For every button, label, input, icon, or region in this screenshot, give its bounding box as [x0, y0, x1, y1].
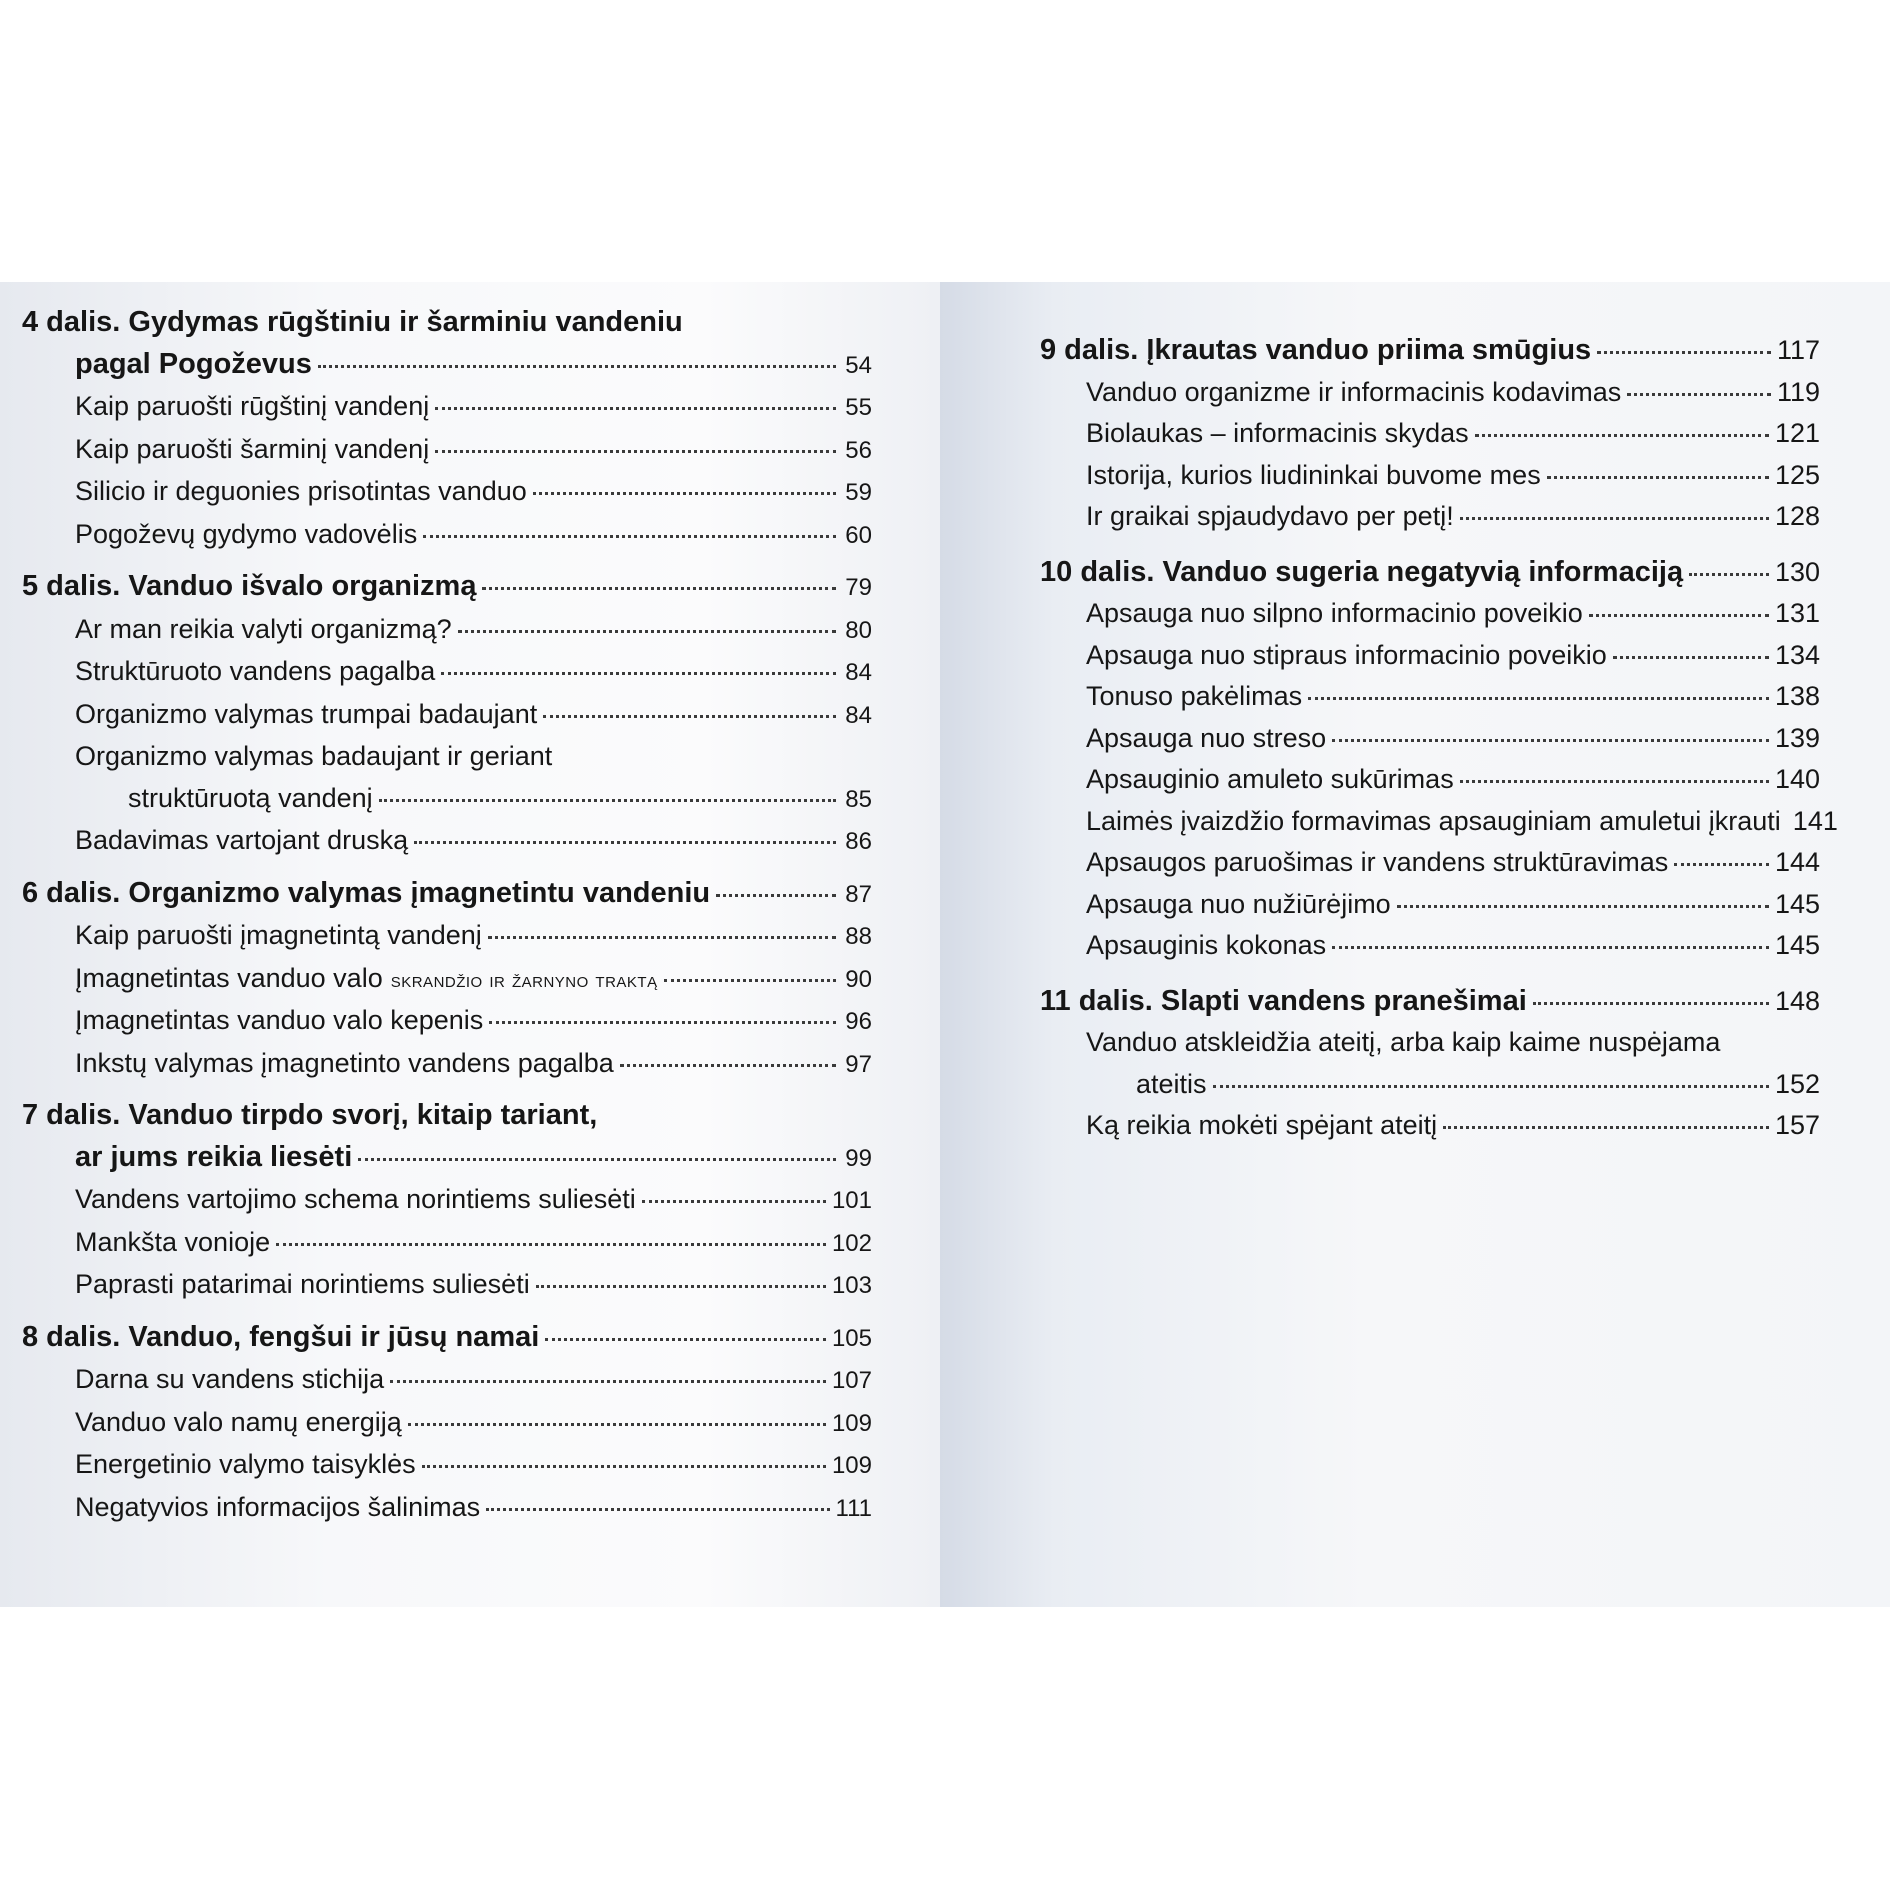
toc-entry-title: Vanduo valo namų energiją — [75, 1406, 402, 1437]
toc-entry — [22, 1487, 872, 1530]
toc-entry — [22, 1043, 872, 1086]
toc-entry-title: Laimės įvaizdžio formavimas apsauginiam amuletui įkrauti — [1086, 805, 1781, 836]
toc-entry — [22, 820, 872, 863]
toc-page-number: 139 — [1774, 722, 1820, 753]
dot-leader — [458, 629, 836, 633]
toc-page-number: 103 — [831, 1272, 872, 1299]
toc-entry — [1040, 676, 1820, 718]
toc-page-number: 109 — [831, 1452, 872, 1479]
toc-page-number: 144 — [1774, 847, 1820, 877]
toc-entry-title: Apsauga nuo stipraus informacinio poveikio — [1086, 639, 1607, 670]
toc-entry-title: struktūruotą vandenį — [128, 782, 373, 813]
toc-entry — [22, 1402, 872, 1445]
toc-page-number: 86 — [845, 828, 872, 855]
toc-entry-title: Ir graikai spjaudydavo per petį! — [1086, 501, 1454, 531]
right-toc-list — [1040, 330, 1838, 1147]
toc-page-number: 59 — [845, 479, 872, 506]
toc-entry — [1040, 635, 1820, 677]
toc-entry-title: Ką reikia mokėti spėjant ateitį — [1086, 1110, 1438, 1140]
dot-leader — [620, 1063, 836, 1067]
toc-entry — [1040, 413, 1820, 455]
toc-page-number: 85 — [845, 785, 872, 813]
dot-leader — [1460, 779, 1769, 783]
toc-part-heading — [22, 1095, 872, 1137]
toc-page-number: 121 — [1774, 418, 1820, 448]
toc-entry-title: Organizmo valymas badaujant ir geriant — [75, 741, 553, 771]
toc-page-number: 90 — [845, 965, 872, 993]
toc-page-number: 96 — [845, 1008, 872, 1035]
dot-leader — [414, 840, 836, 844]
toc-entry-title: Silicio ir deguonies prisotintas vanduo — [75, 476, 527, 506]
toc-page-number: 60 — [845, 521, 872, 549]
toc-entry-title: Apsauga nuo streso — [1086, 722, 1327, 753]
toc-entry — [1040, 925, 1820, 967]
toc-entry-title: pagal Pogoževus — [75, 347, 312, 380]
toc-entry-title-smallcaps: skrandžio ir žarnyno traktą — [390, 966, 658, 992]
toc-entry-title: Kaip paruošti įmagnetintą vandenį — [75, 920, 482, 950]
toc-part-heading — [22, 873, 872, 916]
toc-page-number: 119 — [1776, 376, 1820, 407]
toc-entry — [22, 429, 872, 472]
dot-leader — [408, 1422, 826, 1426]
dot-leader — [642, 1199, 826, 1203]
dot-leader — [1597, 350, 1771, 354]
toc-entry-title: 7 dalis. Vanduo tirpdo svorį, kitaip tariant, — [22, 1099, 598, 1131]
toc-page-number: 97 — [845, 1050, 872, 1078]
dot-leader — [1443, 1125, 1769, 1129]
toc-page-number: 128 — [1774, 501, 1820, 531]
toc-entry — [22, 958, 872, 1001]
toc-entry-title: Kaip paruošti šarminį vandenį — [75, 433, 430, 464]
dot-leader — [1533, 1001, 1769, 1005]
toc-entry-title: 6 dalis. Organizmo valymas įmagnetintu vandeniu — [22, 876, 711, 909]
toc-entry — [1040, 759, 1820, 801]
toc-page-number: 87 — [845, 880, 872, 908]
dot-leader — [533, 491, 836, 495]
toc-entry-title: Istorija, kurios liudininkai buvome mes — [1086, 459, 1541, 490]
toc-entry-title: Inkstų valymas įmagnetinto vandens pagalba — [75, 1047, 614, 1078]
toc-entry-title: 10 dalis. Vanduo sugeria negatyvią informaciją — [1040, 555, 1684, 588]
toc-entry — [1040, 496, 1820, 538]
dot-leader — [1460, 516, 1769, 520]
dot-leader — [390, 1379, 826, 1383]
toc-entry — [1040, 1105, 1820, 1147]
toc-entry-title: 9 dalis. Įkrautas vanduo priima smūgius — [1040, 334, 1592, 366]
toc-entry-title: Badavimas vartojant druską — [75, 825, 409, 855]
dot-leader — [379, 798, 836, 802]
left-page — [0, 282, 940, 1607]
toc-page-number: 79 — [845, 574, 872, 601]
toc-page-number: 140 — [1774, 764, 1820, 794]
toc-part-heading — [22, 566, 872, 609]
toc-entry-title: Vanduo organizme ir informacinis kodavimas — [1086, 376, 1622, 407]
toc-page-number: 134 — [1774, 639, 1820, 670]
toc-entry — [22, 1264, 872, 1307]
toc-entry-title: 11 dalis. Slapti vandens pranešimai — [1040, 984, 1527, 1017]
toc-page-number: 152 — [1774, 1068, 1820, 1099]
toc-entry — [22, 1359, 872, 1402]
toc-entry-title: Įmagnetintas vanduo valo kepenis — [75, 1005, 484, 1035]
dot-leader — [664, 978, 836, 982]
toc-page-number: 54 — [845, 351, 872, 379]
toc-entry — [22, 1137, 872, 1180]
dot-leader — [488, 935, 836, 939]
dot-leader — [1332, 738, 1769, 742]
dot-leader — [318, 364, 836, 368]
toc-entry-title: 5 dalis. Vanduo išvalo organizmą — [22, 570, 477, 602]
toc-entry — [22, 1000, 872, 1043]
toc-entry — [22, 471, 872, 514]
dot-leader — [536, 1284, 826, 1288]
toc-page-number: 157 — [1774, 1110, 1820, 1140]
toc-page-number: 102 — [831, 1229, 872, 1257]
book-spread — [0, 282, 1890, 1607]
right-page — [940, 282, 1890, 1607]
dot-leader — [489, 1020, 836, 1024]
toc-entry-title: Struktūruoto vandens pagalba — [75, 656, 436, 686]
dot-leader — [1689, 572, 1769, 576]
dot-leader — [435, 406, 836, 410]
toc-page-number: 117 — [1776, 335, 1820, 365]
dot-leader — [1308, 696, 1769, 700]
toc-entry-title: Pogoževų gydymo vadovėlis — [75, 518, 418, 549]
toc-page-number: 84 — [845, 659, 872, 686]
dot-leader — [1547, 475, 1769, 479]
toc-entry — [22, 1222, 872, 1265]
toc-page-number: 145 — [1774, 888, 1820, 919]
toc-page-number: 56 — [845, 436, 872, 464]
dot-leader — [716, 893, 836, 897]
toc-page-number: 80 — [845, 616, 872, 644]
toc-entry — [22, 514, 872, 557]
toc-entry-title: Vanduo atskleidžia ateitį, arba kaip kaime nuspėjama — [1086, 1027, 1721, 1057]
toc-page-number: 125 — [1774, 459, 1820, 490]
toc-page-number: 105 — [831, 1324, 872, 1352]
toc-entry-title: 8 dalis. Vanduo, fengšui ir jūsų namai — [22, 1320, 540, 1353]
toc-page-number: 109 — [831, 1409, 872, 1437]
toc-entry-title: Paprasti patarimai norintiems suliesėti — [75, 1269, 530, 1299]
toc-entry-title: ar jums reikia liesėti — [75, 1140, 353, 1173]
toc-part-heading — [1040, 552, 1820, 594]
toc-entry — [22, 344, 872, 387]
toc-page-number: 107 — [831, 1367, 872, 1394]
dot-leader — [422, 1464, 826, 1468]
toc-page-number: 55 — [845, 394, 872, 421]
dot-leader — [1332, 945, 1769, 949]
dot-leader — [1613, 655, 1769, 659]
toc-page-number: 145 — [1774, 930, 1820, 960]
toc-entry-title: Negatyvios informacijos šalinimas — [75, 1491, 481, 1522]
toc-entry-title: Ar man reikia valyti organizmą? — [75, 613, 452, 644]
toc-page-number: 88 — [845, 923, 872, 950]
dot-leader — [358, 1157, 836, 1161]
dot-leader — [1674, 862, 1769, 866]
toc-entry-title: Apsaugos paruošimas ir vandens struktūravimas — [1086, 847, 1669, 877]
toc-part-heading — [22, 302, 872, 344]
dot-leader — [482, 586, 836, 590]
toc-part-heading — [22, 1317, 872, 1360]
toc-entry-title: Apsauginis kokonas — [1086, 930, 1327, 960]
toc-entry — [1040, 884, 1820, 926]
dot-leader — [1397, 904, 1769, 908]
toc-entry-title: Vandens vartojimo schema norintiems suliesėti — [75, 1184, 636, 1214]
toc-page-number: 99 — [845, 1144, 872, 1172]
toc-entry-title: Mankšta vonioje — [75, 1226, 271, 1257]
toc-entry — [22, 1444, 872, 1487]
dot-leader — [435, 449, 836, 453]
toc-entry — [22, 386, 872, 429]
toc-entry — [1040, 801, 1838, 843]
toc-entry — [1040, 455, 1820, 497]
dot-leader — [423, 534, 836, 538]
dot-leader — [1213, 1084, 1769, 1088]
toc-entry-title: Apsauga nuo nužiūrėjimo — [1086, 888, 1391, 919]
toc-page-number: 111 — [835, 1494, 872, 1522]
toc-entry-title: ateitis — [1136, 1068, 1207, 1099]
dot-leader — [1589, 613, 1769, 617]
toc-page-number: 84 — [845, 701, 872, 729]
toc-entry-title: Energetinio valymo taisyklės — [75, 1449, 416, 1479]
toc-entry-title: 4 dalis. Gydymas rūgštiniu ir šarminiu vandeniu — [22, 306, 683, 338]
dot-leader — [441, 671, 836, 675]
toc-page-number: 148 — [1774, 985, 1820, 1016]
toc-part-heading — [1040, 981, 1820, 1023]
dot-leader — [486, 1507, 829, 1511]
toc-entry-title: Apsauga nuo silpno informacinio poveikio — [1086, 598, 1583, 628]
toc-entry-title: Kaip paruošti rūgštinį vandenį — [75, 391, 430, 421]
toc-entry-title: Apsauginio amuleto sukūrimas — [1086, 764, 1454, 794]
toc-entry — [22, 609, 872, 652]
toc-page-number: 141 — [1792, 805, 1838, 836]
toc-entry — [22, 651, 872, 694]
toc-page-number: 130 — [1774, 556, 1820, 587]
toc-entry — [22, 736, 872, 778]
toc-entry-title: Organizmo valymas trumpai badaujant — [75, 698, 538, 729]
toc-entry — [1040, 1022, 1820, 1064]
dot-leader — [543, 714, 836, 718]
toc-entry — [1040, 1064, 1820, 1106]
toc-entry — [22, 915, 872, 958]
toc-page-number: 138 — [1774, 681, 1820, 711]
toc-entry — [1040, 372, 1820, 414]
toc-entry — [1040, 718, 1820, 760]
toc-entry-title: Tonuso pakėlimas — [1086, 681, 1303, 711]
left-toc-list — [22, 302, 872, 1529]
toc-page-number: 101 — [831, 1187, 872, 1214]
toc-entry — [22, 694, 872, 737]
dot-leader — [1475, 433, 1769, 437]
dot-leader — [545, 1337, 826, 1341]
toc-entry-title: Biolaukas – informacinis skydas — [1086, 418, 1469, 448]
toc-page-number: 131 — [1774, 598, 1820, 628]
toc-part-heading — [1040, 330, 1820, 372]
toc-entry — [22, 778, 872, 821]
dot-leader — [276, 1242, 826, 1246]
toc-entry — [22, 1179, 872, 1222]
dot-leader — [1627, 392, 1771, 396]
toc-entry-title: Įmagnetintas vanduo valo — [75, 962, 383, 993]
toc-entry-title: Darna su vandens stichija — [75, 1364, 385, 1394]
toc-entry — [1040, 842, 1820, 884]
toc-entry — [1040, 593, 1820, 635]
